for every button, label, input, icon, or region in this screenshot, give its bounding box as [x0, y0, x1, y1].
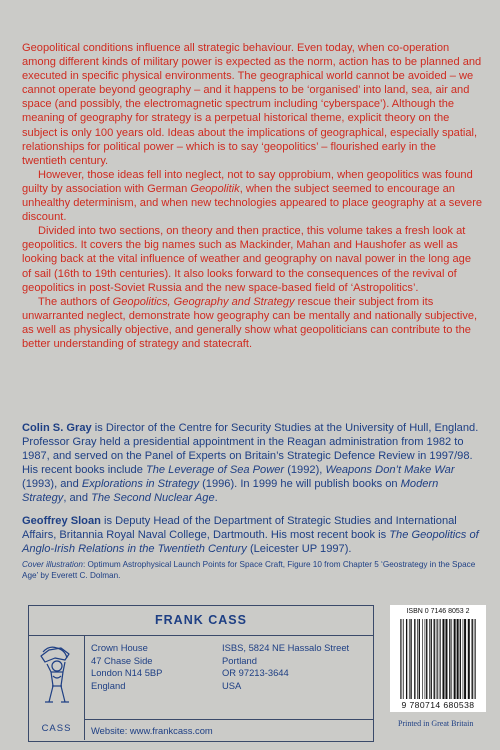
bio-gray-t2: (1992),: [284, 464, 326, 477]
us-address: [222, 642, 349, 692]
barcode-bar: [460, 619, 461, 699]
blurb-p2-text-a: However, those ideas fell into neglect, not to say opprobium, when geopolitics was found guilty by association with German: [22, 168, 473, 195]
barcode-bar: [431, 619, 432, 699]
us-address-line: USA: [222, 679, 242, 691]
cover-illustration-credit: [22, 559, 483, 581]
bio-sloan-t2: (Leicester UP 1997).: [246, 542, 352, 555]
bio-gray-book-1: The Leverage of Sea Power: [145, 464, 285, 477]
blurb-p2-text-b: , when the subject seemed to encourage an unhealthy determinism, and when new technologies appeared to place geography at a severe discount.: [22, 182, 483, 224]
barcode-bar: [474, 619, 475, 699]
barcode-bar: [437, 619, 438, 699]
bio-gray-t6: .: [214, 492, 218, 505]
bio-gray-t4: (1996). In 1999 he will publish books on: [199, 478, 401, 491]
barcode-bar: [457, 619, 459, 699]
barcode-bar: [409, 619, 410, 699]
barcode-bar: [422, 619, 423, 699]
uk-address-line: 47 Chase Side: [91, 654, 153, 666]
blurb-p4-italic: Geopolitics, Geography and Strategy: [112, 295, 295, 308]
uk-address-line: Crown House: [91, 642, 148, 653]
us-address-line: Portland: [222, 654, 257, 666]
publisher-logo-text: CASS: [41, 723, 72, 734]
barcode-bar: [472, 619, 473, 699]
blurb-p4-text-b: rescue their subject from its unwarranted neglect, demonstrate how geography can be mentally and nationally subjective, as well as physically objective, and generally show what geopoliticians can contribute to the better understanding of strategy and statecraft.: [22, 295, 478, 350]
printed-in: Printed in Great Britain: [398, 719, 474, 728]
cover-illustration-label: Cover illustration: [22, 560, 83, 569]
barcode-panel: [390, 605, 486, 712]
barcode-bar: [454, 619, 456, 699]
bio-sloan-name: Geoffrey Sloan: [22, 514, 101, 527]
barcode-bar: [403, 619, 404, 699]
isbn-label: ISBN 0 7146 8053 2: [406, 608, 470, 615]
barcode-bar: [468, 619, 470, 699]
bio-gray-t3: (1993), and: [22, 478, 82, 491]
publisher-name: FRANK CASS: [29, 606, 373, 636]
blurb-p2-italic: Geopolitik: [190, 182, 240, 195]
blurb-p4-text-a: The authors of: [38, 295, 113, 308]
barcode-bar: [401, 619, 402, 699]
barcode-bar: [449, 619, 450, 699]
blurb-paragraph-4: [22, 295, 483, 351]
barcode-icon: [390, 605, 486, 712]
blurb: [22, 41, 483, 351]
bio-gray-book-5: The Second Nuclear Age: [91, 492, 215, 505]
publisher-box: [28, 605, 374, 742]
bio-gray-t5: , and: [63, 492, 92, 505]
bio-sloan-book-1: The Geopolitics of Anglo-Irish Relations in the Twentieth Century: [22, 528, 479, 555]
bio-gray: [22, 421, 483, 506]
barcode-bar: [445, 619, 447, 699]
barcode-bar: [425, 619, 426, 699]
bio-gray-t1: is Director of the Centre for Security Studies at the University of Hull, England. Professor Gray held a presidential appointment in the Reagan administration from 1982 to 1987, and served on the Panel of Experts on Britain’s Strategic Defence Review in 1997/98. His recent books include: [22, 422, 479, 477]
barcode-bar: [400, 619, 401, 699]
barcode-bar: [440, 619, 441, 699]
barcode-bar: [434, 619, 435, 699]
blurb-paragraph-2: [22, 168, 483, 224]
uk-address-line: England: [91, 679, 126, 691]
barcode-bar: [426, 619, 427, 699]
barcode-bar: [442, 619, 444, 699]
barcode-bar: [429, 619, 430, 699]
barcode-bar: [414, 619, 415, 699]
barcode-bar: [419, 619, 420, 699]
barcode-bar: [439, 619, 440, 699]
bio-gray-book-3: Explorations in Strategy: [81, 478, 199, 491]
blurb-paragraph-3: Divided into two sections, on theory and then practice, this volume takes a fresh look at geopolitics. It covers the big names such as Mackinder, Mahan and Haushofer as well as looking back at the vital influence of weather and geography on naval power in the long age of sail (16th to 19th centuries). It also looks forward to the consequences of the revival of geopolitics in post-Soviet Russia and the new space-based field of ‘Astropolitics’.: [22, 225, 471, 294]
barcode-bar: [406, 619, 407, 699]
blurb-paragraph-1: Geopolitical conditions influence all strategic behaviour. Even today, when co-operation among different kinds of military power is expected as the norm, action has to be planned and executed in specific physical environments. The geographical world cannot be avoided – we cannot operate beyond geography – and it happens to be ‘organised’ into land, sea, air and space (and possibly, the electromagnetic spectrum including ‘cyberspace’). Although the meaning of geography for strategy is a perpetual historical theme, explicit theory on the subject is only 100 years old. Ideas about the implications of geographical, especially spatial, relationships for political power – which is to say ‘geopolitics’ – flourished early in the twentieth century.: [22, 42, 482, 167]
barcode-bar: [436, 619, 437, 699]
bio-gray-book-4: Modern Strategy: [22, 478, 439, 505]
bio-gray-book-2: Weapons Don’t Make War: [325, 464, 455, 477]
barcode-bar: [464, 619, 466, 699]
barcode-bar: [475, 619, 476, 699]
bio-sloan-t1: is Deputy Head of the Department of Strategic Studies and International Affairs, Britannia Royal Naval College, Dartmouth. His most recent book is: [22, 514, 457, 541]
barcode-bar: [410, 619, 411, 699]
barcode-bar: [417, 619, 418, 699]
us-address-line: OR 97213-3644: [222, 667, 289, 679]
uk-address: [91, 642, 162, 692]
atlas-figure-icon: [35, 642, 77, 708]
author-bios: [22, 421, 483, 564]
cover-illustration-text: : Optimum Astrophysical Launch Points for Space Craft, Figure 10 from Chapter 5 ‘Geostrategy in the Space Age’ by Everett C. Dolman.: [22, 560, 476, 580]
barcode-bar: [463, 619, 464, 699]
bio-sloan: [22, 514, 483, 556]
uk-address-line: London N14 5BP: [91, 667, 163, 679]
publisher-website: Website: www.frankcass.com: [85, 719, 373, 741]
bio-gray-name: Colin S. Gray: [22, 422, 92, 434]
barcode-bar: [451, 619, 452, 699]
barcode-digits: 9 780714 680538: [401, 700, 475, 710]
publisher-logo: [29, 636, 85, 740]
us-address-line: ISBS, 5824 NE Hassalo Street: [222, 642, 350, 653]
